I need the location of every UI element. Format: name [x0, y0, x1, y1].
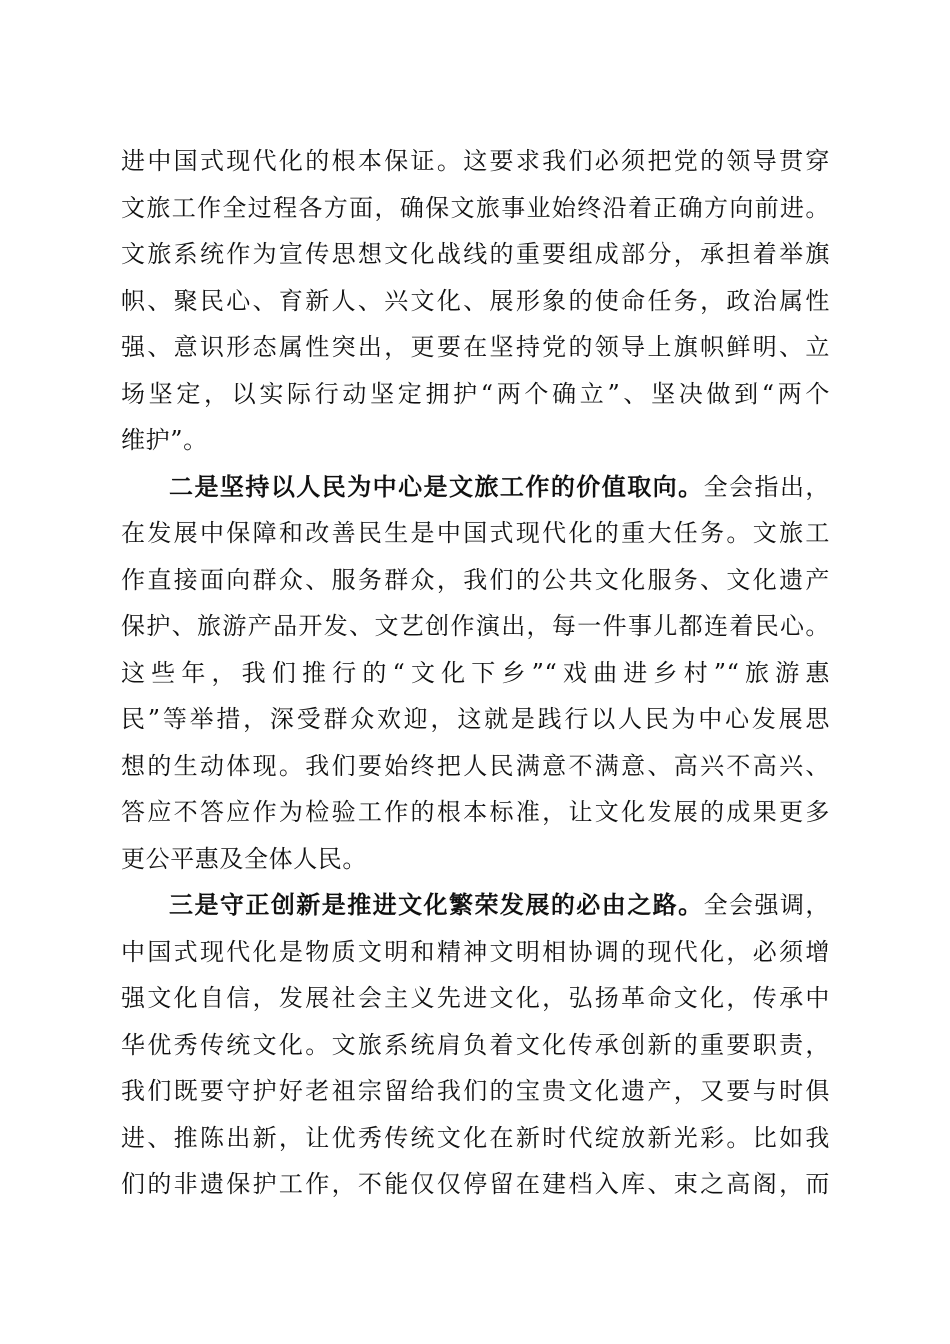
text-line: 在发展中保障和改善民生是中国式现代化的重大任务。文旅工	[121, 519, 830, 547]
text-line: 维护”。	[121, 426, 208, 454]
text-line: 帜、聚民心、育新人、兴文化、展形象的使命任务，政治属性	[121, 286, 830, 315]
text-line: 场坚定，以实际行动坚定拥护“两个确立”、坚决做到“两个	[121, 379, 830, 408]
paragraph-heading: 二是坚持以人民为中心是文旅工作的价值取向。	[169, 471, 704, 501]
text-line: 华优秀传统文化。文旅系统肩负着文化传承创新的重要职责，	[121, 1030, 830, 1059]
text-line: 进、推陈出新，让优秀传统文化在新时代绽放新光彩。比如我	[121, 1123, 830, 1152]
text-line: 想的生动体现。我们要始终把人民满意不满意、高兴不高兴、	[121, 751, 830, 780]
paragraph-2	[121, 464, 830, 883]
text-line: 更公平惠及全体人民。	[121, 844, 367, 873]
text-line: 文旅工作全过程各方面，确保文旅事业始终沿着正确方向前进。	[121, 193, 830, 222]
text-line: 答应不答应作为检验工作的根本标准，让文化发展的成果更多	[121, 798, 830, 826]
text-line: 民”等举措，深受群众欢迎，这就是践行以人民为中心发展思	[121, 705, 830, 733]
paragraph-heading: 三是守正创新是推进文化繁荣发展的必由之路。	[169, 890, 704, 919]
paragraph-3	[121, 882, 830, 1208]
paragraph-lead-text: 全会指出，	[703, 472, 831, 501]
text-line: 中国式现代化是物质文明和精神文明相协调的现代化，必须增	[121, 937, 830, 966]
text-line: 保护、旅游产品开发、文艺创作演出，每一件事儿都连着民心。	[121, 612, 830, 640]
paragraph-1	[121, 138, 830, 464]
text-line: 强、意识形态属性突出，更要在坚持党的领导上旗帜鲜明、立	[121, 333, 830, 361]
paragraph-first-line	[121, 464, 830, 511]
text-line: 文旅系统作为宣传思想文化战线的重要组成部分，承担着举旗	[121, 240, 830, 268]
text-line: 作直接面向群众、服务群众，我们的公共文化服务、文化遗产	[121, 565, 830, 594]
text-line: 进中国式现代化的根本保证。这要求我们必须把党的领导贯穿	[121, 147, 830, 175]
paragraph-first-line	[121, 882, 830, 929]
text-line: 们的非遗保护工作，不能仅仅停留在建档入库、束之高阁，而	[121, 1170, 830, 1198]
paragraph-lead-text: 全会强调，	[703, 891, 831, 919]
text-line: 强文化自信，发展社会主义先进文化，弘扬革命文化，传承中	[121, 984, 830, 1012]
text-line: 这些年，我们推行的“文化下乡”“戏曲进乡村”“旅游惠	[121, 658, 830, 687]
document-page	[121, 138, 830, 1208]
text-line: 我们既要守护好老祖宗留给我们的宝贵文化遗产，又要与时俱	[121, 1077, 830, 1105]
